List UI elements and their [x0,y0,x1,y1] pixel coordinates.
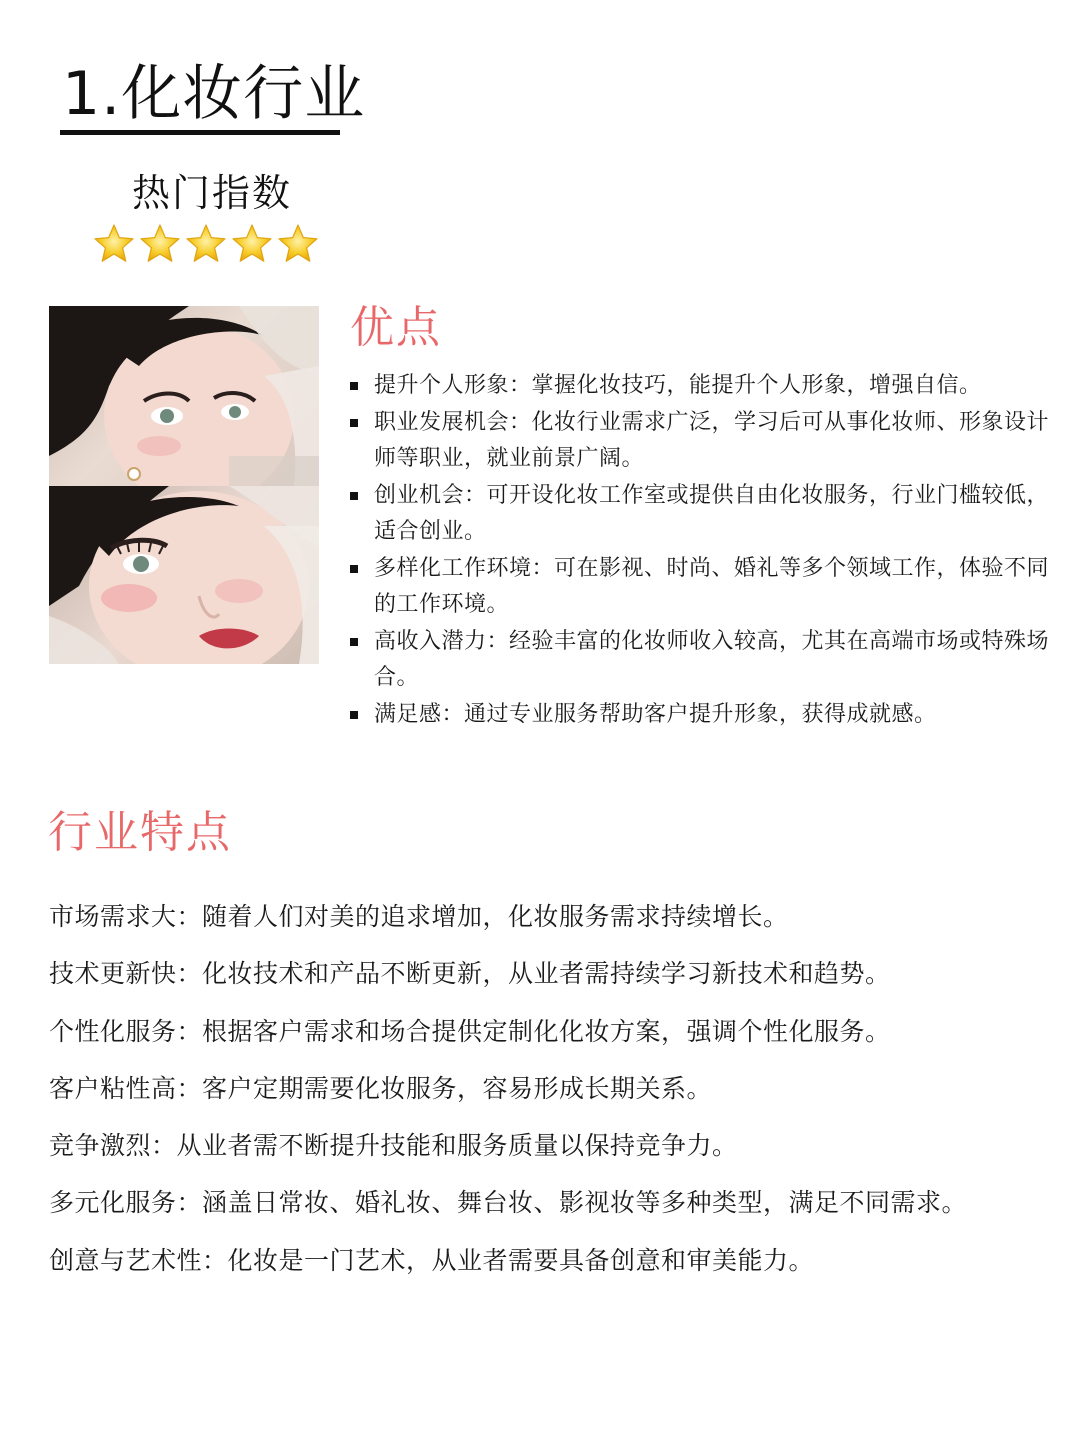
list-item [350,478,1050,551]
list-item: 市场需求大：随着人们对美的追求增加，化妆服务需求持续增长。 [49,902,789,931]
rating-stars [92,222,320,268]
advantages-title: 优点 [350,302,442,353]
list-item-text: 创业机会：可开设化妆工作室或提供自由化妆服务，行业门槛较低，适合创业。 [374,482,1050,544]
makeup-photo-bottom [49,486,319,664]
page-title: 1.化妆行业 [62,59,366,129]
list-item: 客户粘性高：客户定期需要化妆服务，容易形成长期关系。 [49,1073,713,1103]
features-list [49,888,1069,1289]
list-item-text: 满足感：通过专业服务帮助客户提升形象，获得成就感。 [374,701,937,727]
list-item-text: 提升个人形象：掌握化妆技巧，能提升个人形象，增强自信。 [374,373,982,398]
bullet-icon [350,492,358,500]
makeup-photo-top [49,306,319,486]
star-icon [138,222,182,266]
bullet-icon [350,419,358,427]
bullet-icon [350,565,358,573]
star-icon [184,222,228,266]
bullet-icon [350,711,358,719]
makeup-photo [49,306,319,664]
list-item [350,697,1050,734]
list-item [350,368,1050,405]
list-item-text: 职业发展机会：化妆行业需求广泛，学习后可从事化妆师、形象设计师等职业，就业前景广阔。 [374,409,1050,471]
list-item: 创意与艺术性：化妆是一门艺术，从业者需要具备创意和审美能力。 [49,1245,815,1275]
bullet-icon [350,382,358,390]
list-item [350,551,1050,624]
list-item [350,624,1050,697]
portrait-illustration-top [49,306,319,486]
list-item-text: 高收入潜力：经验丰富的化妆师收入较高，尤其在高端市场或特殊场合。 [374,628,1050,690]
hot-index-label: 热门指数 [132,171,293,215]
list-item: 多元化服务：涵盖日常妆、婚礼妆、舞台妆、影视妆等多种类型，满足不同需求。 [49,1188,968,1218]
list-item [350,405,1050,478]
portrait-illustration-bottom [49,486,319,664]
list-item-text: 多样化工作环境：可在影视、时尚、婚礼等多个领域工作，体验不同的工作环境。 [374,555,1050,617]
star-icon [276,222,320,266]
list-item: 技术更新快：化妆技术和产品不断更新，从业者需持续学习新技术和趋势。 [49,959,891,989]
features-title: 行业特点 [48,807,232,858]
advantages-list [350,368,1050,733]
list-item: 个性化服务：根据客户需求和场合提供定制化化妆方案，强调个性化服务。 [49,1016,891,1046]
list-item: 竞争激烈：从业者需不断提升技能和服务质量以保持竞争力。 [49,1131,738,1161]
star-icon [230,222,274,266]
bullet-icon [350,638,358,646]
star-icon [92,222,136,266]
title-underline [60,130,340,135]
